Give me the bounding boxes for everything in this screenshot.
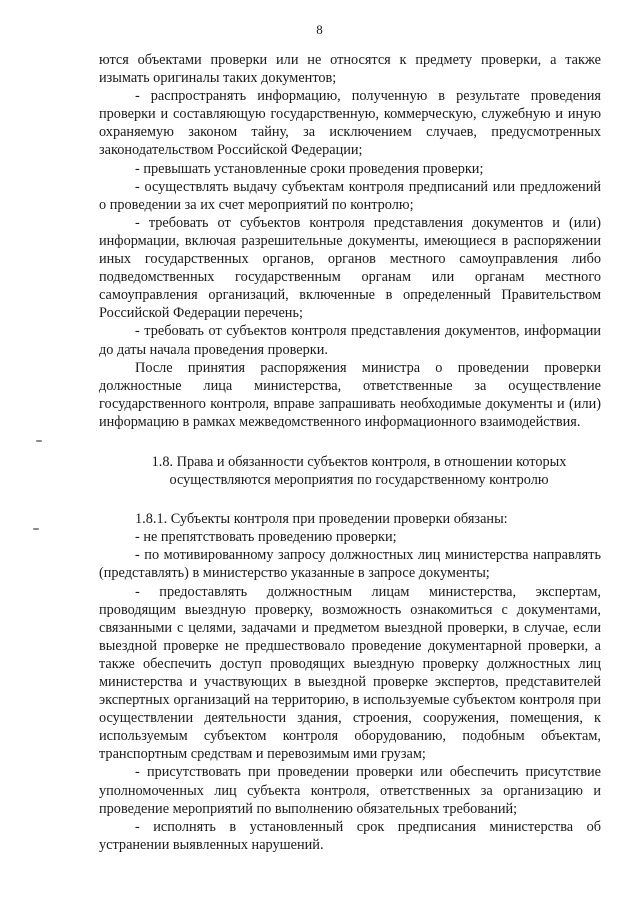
- section-heading-line-2: осуществляются мероприятия по государственному контролю: [169, 472, 549, 489]
- paragraph: После принятия распоряжения министра о проведении проверки должностные лица министерства, ответственные за осуществление государственного контроля, вправе запрашивать необходимые документы и (или) информацию в рамках межведомственного информационного взаимодействия.: [99, 359, 601, 430]
- paragraph: - требовать от субъектов контроля представления документов, информации до даты начала проведения проверки.: [99, 323, 601, 358]
- paragraph: - требовать от субъектов контроля представления документов и (или) информации, включая разрешительные документы, имеющиеся в распоряжении иных государственных органов, органов местного самоуправления либо подведомственных государственным органам или органам местного самоуправления организаций, включенные в определенный Правительством Российской Федерации перечень;: [99, 214, 601, 322]
- section-heading: [99, 453, 601, 489]
- paragraph: - осуществлять выдачу субъектам контроля предписаний или предложений о проведении за их счет мероприятий по контролю;: [99, 178, 601, 213]
- paragraph: - исполнять в установленный срок предписания министерства об устранении выявленных нарушений.: [99, 818, 601, 853]
- margin-mark-upper: [36, 440, 42, 442]
- page-number: 8: [316, 22, 323, 37]
- paragraph: - присутствовать при проведении проверки или обеспечить присутствие уполномоченных лиц субъекта контроля, ответственных за организацию и проведение мероприятий по выполнению обязательных требований;: [99, 764, 601, 817]
- paragraph: - превышать установленные сроки проведения проверки;: [135, 160, 484, 177]
- paragraph: - предоставлять должностным лицам министерства, экспертам, проводящим выездную проверку, возможность ознакомиться с документами, связанными с целями, задачами и предметом выездной проверки, в случае, если выездной проверке не предшествовало проведение документарной проверки, а также обеспечить доступ проводящих выездную проверку должностных лиц министерства и участвующих в выездной проверке экспертов, представителей экспертных организаций на территорию, в используемые субъектом контроля при осуществлении деятельности здания, строения, сооружения, помещения, к используемым субъектом контроля оборудованию, подобным объектам, транспортным средствам и перевозимым ими грузам;: [99, 583, 601, 763]
- paragraph: - по мотивированному запросу должностных лиц министерства направлять (представлять) в министерство указанные в запросе документы;: [99, 547, 601, 582]
- paragraph: - не препятствовать проведению проверки;: [135, 529, 397, 546]
- paragraph: ются объектами проверки или не относятся к предмету проверки, а также изымать оригиналы таких документов;: [99, 52, 601, 87]
- document-body: [99, 51, 601, 854]
- section-heading-line-1: 1.8. Права и обязанности субъектов контроля, в отношении которых: [151, 453, 567, 470]
- paragraph: - распространять информацию, полученную в результате проведения проверки и составляющую государственную, коммерческую, служебную и иную охраняемую законом тайну, за исключением случаев, предусмотренных законодательством Российской Федерации;: [99, 88, 601, 159]
- margin-mark-lower: [33, 528, 39, 530]
- subsection-title: 1.8.1. Субъекты контроля при проведении проверки обязаны:: [135, 511, 508, 528]
